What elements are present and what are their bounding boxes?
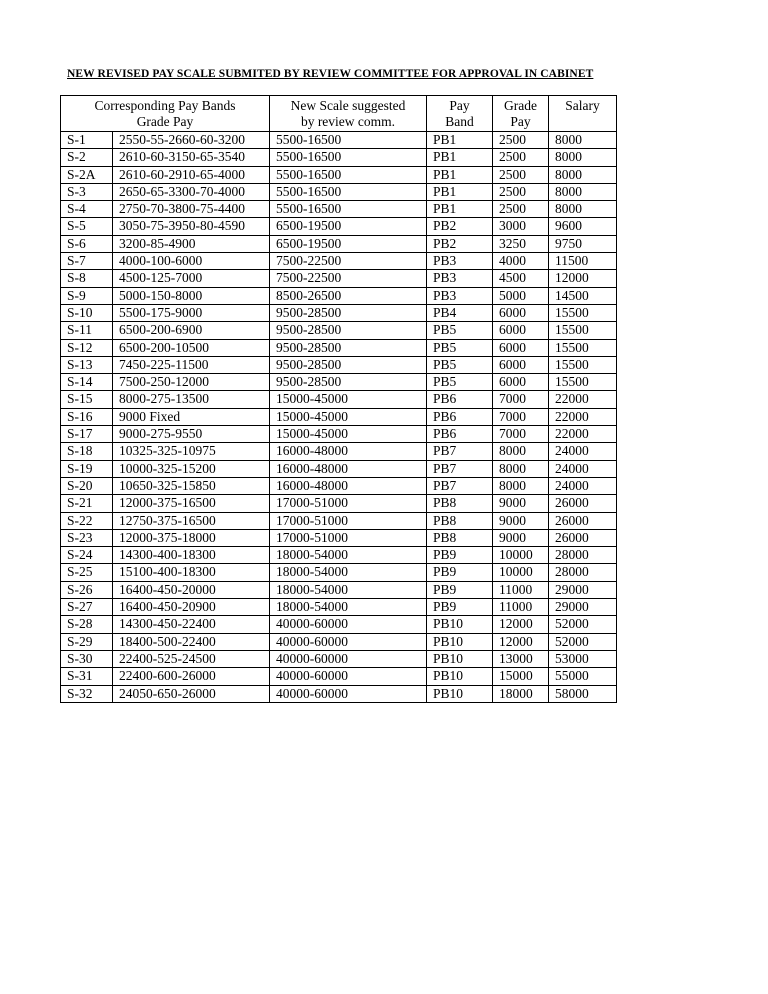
- cell-grade-pay: 7000: [493, 391, 549, 408]
- cell-salary: 53000: [549, 650, 617, 667]
- table-row: [61, 495, 617, 512]
- cell-old-scale: 5000-150-8000: [113, 287, 270, 304]
- table-row: [61, 581, 617, 598]
- cell-pay-band: PB3: [427, 270, 493, 287]
- table-row: [61, 460, 617, 477]
- cell-old-scale: 4000-100-6000: [113, 253, 270, 270]
- cell-grade-pay: 5000: [493, 287, 549, 304]
- cell-salary: 22000: [549, 408, 617, 425]
- cell-grade-pay: 9000: [493, 495, 549, 512]
- cell-new-scale: 7500-22500: [270, 270, 427, 287]
- cell-new-scale: 6500-19500: [270, 218, 427, 235]
- cell-new-scale: 5500-16500: [270, 166, 427, 183]
- cell-new-scale: 9500-28500: [270, 374, 427, 391]
- table-row: [61, 443, 617, 460]
- header-new-scale-line1: New Scale suggested: [290, 98, 406, 113]
- header-pay-band: [427, 96, 493, 132]
- cell-old-scale: 8000-275-13500: [113, 391, 270, 408]
- cell-grade-pay: 2500: [493, 201, 549, 218]
- cell-salary: 26000: [549, 495, 617, 512]
- cell-code: S-24: [61, 547, 113, 564]
- cell-old-scale: 2610-60-3150-65-3540: [113, 149, 270, 166]
- cell-old-scale: 7500-250-12000: [113, 374, 270, 391]
- cell-new-scale: 40000-60000: [270, 668, 427, 685]
- cell-code: S-28: [61, 616, 113, 633]
- cell-grade-pay: 6000: [493, 304, 549, 321]
- cell-grade-pay: 10000: [493, 564, 549, 581]
- cell-pay-band: PB7: [427, 460, 493, 477]
- cell-new-scale: 9500-28500: [270, 339, 427, 356]
- cell-code: S-19: [61, 460, 113, 477]
- cell-old-scale: 7450-225-11500: [113, 356, 270, 373]
- header-pay-band-line1: Pay: [449, 98, 470, 113]
- cell-code: S-2: [61, 149, 113, 166]
- cell-new-scale: 9500-28500: [270, 322, 427, 339]
- cell-salary: 28000: [549, 564, 617, 581]
- cell-old-scale: 10000-325-15200: [113, 460, 270, 477]
- table-row: [61, 512, 617, 529]
- cell-salary: 15500: [549, 304, 617, 321]
- cell-old-scale: 22400-600-26000: [113, 668, 270, 685]
- cell-pay-band: PB9: [427, 564, 493, 581]
- cell-grade-pay: 6000: [493, 322, 549, 339]
- cell-salary: 22000: [549, 391, 617, 408]
- table-row: [61, 477, 617, 494]
- cell-new-scale: 18000-54000: [270, 599, 427, 616]
- cell-code: S-25: [61, 564, 113, 581]
- header-pay-band-line2: Band: [445, 114, 474, 129]
- cell-old-scale: 14300-450-22400: [113, 616, 270, 633]
- cell-code: S-11: [61, 322, 113, 339]
- cell-grade-pay: 6000: [493, 374, 549, 391]
- table-row: [61, 287, 617, 304]
- cell-salary: 15500: [549, 322, 617, 339]
- cell-old-scale: 22400-525-24500: [113, 650, 270, 667]
- header-grade-pay: [493, 96, 549, 132]
- cell-old-scale: 16400-450-20000: [113, 581, 270, 598]
- cell-new-scale: 40000-60000: [270, 650, 427, 667]
- cell-old-scale: 12000-375-16500: [113, 495, 270, 512]
- cell-salary: 8000: [549, 183, 617, 200]
- cell-pay-band: PB10: [427, 633, 493, 650]
- cell-code: S-18: [61, 443, 113, 460]
- header-new-scale: [270, 96, 427, 132]
- table-row: [61, 304, 617, 321]
- header-corresponding-line1: Corresponding Pay Bands: [94, 98, 236, 113]
- cell-old-scale: 9000 Fixed: [113, 408, 270, 425]
- cell-pay-band: PB8: [427, 495, 493, 512]
- cell-pay-band: PB5: [427, 339, 493, 356]
- cell-grade-pay: 4500: [493, 270, 549, 287]
- table-row: [61, 391, 617, 408]
- cell-grade-pay: 9000: [493, 529, 549, 546]
- cell-code: S-30: [61, 650, 113, 667]
- table-row: [61, 166, 617, 183]
- cell-grade-pay: 13000: [493, 650, 549, 667]
- cell-new-scale: 16000-48000: [270, 477, 427, 494]
- cell-old-scale: 24050-650-26000: [113, 685, 270, 702]
- cell-grade-pay: 6000: [493, 339, 549, 356]
- table-row: [61, 322, 617, 339]
- cell-pay-band: PB2: [427, 235, 493, 252]
- table-row: [61, 633, 617, 650]
- cell-new-scale: 40000-60000: [270, 685, 427, 702]
- cell-grade-pay: 6000: [493, 356, 549, 373]
- cell-grade-pay: 9000: [493, 512, 549, 529]
- cell-code: S-22: [61, 512, 113, 529]
- table-row: [61, 339, 617, 356]
- cell-pay-band: PB6: [427, 426, 493, 443]
- table-row: [61, 183, 617, 200]
- cell-grade-pay: 11000: [493, 581, 549, 598]
- cell-salary: 8000: [549, 201, 617, 218]
- cell-salary: 52000: [549, 633, 617, 650]
- cell-old-scale: 2610-60-2910-65-4000: [113, 166, 270, 183]
- cell-salary: 8000: [549, 132, 617, 149]
- cell-pay-band: PB1: [427, 183, 493, 200]
- cell-pay-band: PB10: [427, 668, 493, 685]
- cell-new-scale: 5500-16500: [270, 183, 427, 200]
- cell-code: S-1: [61, 132, 113, 149]
- cell-old-scale: 3200-85-4900: [113, 235, 270, 252]
- cell-pay-band: PB3: [427, 253, 493, 270]
- cell-old-scale: 12750-375-16500: [113, 512, 270, 529]
- cell-old-scale: 3050-75-3950-80-4590: [113, 218, 270, 235]
- cell-grade-pay: 2500: [493, 183, 549, 200]
- cell-grade-pay: 12000: [493, 633, 549, 650]
- cell-grade-pay: 7000: [493, 408, 549, 425]
- cell-pay-band: PB6: [427, 391, 493, 408]
- cell-new-scale: 5500-16500: [270, 132, 427, 149]
- header-grade-pay-line2: Pay: [510, 114, 531, 129]
- cell-new-scale: 17000-51000: [270, 512, 427, 529]
- table-row: [61, 685, 617, 702]
- cell-new-scale: 9500-28500: [270, 304, 427, 321]
- cell-code: S-14: [61, 374, 113, 391]
- cell-new-scale: 18000-54000: [270, 547, 427, 564]
- cell-pay-band: PB1: [427, 149, 493, 166]
- cell-salary: 24000: [549, 443, 617, 460]
- cell-pay-band: PB5: [427, 322, 493, 339]
- cell-salary: 29000: [549, 581, 617, 598]
- cell-salary: 29000: [549, 599, 617, 616]
- table-row: [61, 218, 617, 235]
- cell-new-scale: 18000-54000: [270, 564, 427, 581]
- cell-pay-band: PB3: [427, 287, 493, 304]
- cell-old-scale: 10650-325-15850: [113, 477, 270, 494]
- cell-salary: 9750: [549, 235, 617, 252]
- cell-new-scale: 17000-51000: [270, 529, 427, 546]
- cell-code: S-21: [61, 495, 113, 512]
- table-row: [61, 408, 617, 425]
- cell-code: S-9: [61, 287, 113, 304]
- cell-pay-band: PB9: [427, 581, 493, 598]
- cell-new-scale: 8500-26500: [270, 287, 427, 304]
- cell-salary: 9600: [549, 218, 617, 235]
- cell-new-scale: 15000-45000: [270, 426, 427, 443]
- cell-salary: 24000: [549, 460, 617, 477]
- cell-old-scale: 2750-70-3800-75-4400: [113, 201, 270, 218]
- table-row: [61, 356, 617, 373]
- table-header-row: [61, 96, 617, 132]
- cell-salary: 22000: [549, 426, 617, 443]
- table-row: [61, 132, 617, 149]
- cell-code: S-27: [61, 599, 113, 616]
- cell-old-scale: 9000-275-9550: [113, 426, 270, 443]
- cell-code: S-23: [61, 529, 113, 546]
- header-corresponding-line2: Grade Pay: [136, 114, 194, 129]
- cell-new-scale: 15000-45000: [270, 408, 427, 425]
- cell-pay-band: PB9: [427, 599, 493, 616]
- cell-code: S-31: [61, 668, 113, 685]
- cell-salary: 15500: [549, 339, 617, 356]
- table-row: [61, 668, 617, 685]
- cell-salary: 26000: [549, 529, 617, 546]
- cell-pay-band: PB10: [427, 650, 493, 667]
- cell-new-scale: 40000-60000: [270, 633, 427, 650]
- cell-salary: 28000: [549, 547, 617, 564]
- cell-code: S-17: [61, 426, 113, 443]
- cell-code: S-2A: [61, 166, 113, 183]
- cell-pay-band: PB1: [427, 201, 493, 218]
- cell-grade-pay: 10000: [493, 547, 549, 564]
- cell-grade-pay: 15000: [493, 668, 549, 685]
- cell-grade-pay: 4000: [493, 253, 549, 270]
- cell-new-scale: 7500-22500: [270, 253, 427, 270]
- cell-pay-band: PB4: [427, 304, 493, 321]
- table-row: [61, 529, 617, 546]
- cell-old-scale: 2550-55-2660-60-3200: [113, 132, 270, 149]
- table-row: [61, 547, 617, 564]
- cell-old-scale: 2650-65-3300-70-4000: [113, 183, 270, 200]
- header-grade-pay-line1: Grade: [504, 98, 537, 113]
- table-row: [61, 201, 617, 218]
- cell-code: S-4: [61, 201, 113, 218]
- table-row: [61, 650, 617, 667]
- table-row: [61, 564, 617, 581]
- cell-salary: 15500: [549, 374, 617, 391]
- cell-code: S-13: [61, 356, 113, 373]
- table-row: [61, 599, 617, 616]
- cell-code: S-15: [61, 391, 113, 408]
- cell-grade-pay: 18000: [493, 685, 549, 702]
- cell-pay-band: PB7: [427, 477, 493, 494]
- table-row: [61, 253, 617, 270]
- cell-salary: 8000: [549, 149, 617, 166]
- cell-old-scale: 16400-450-20900: [113, 599, 270, 616]
- cell-grade-pay: 2500: [493, 149, 549, 166]
- table-row: [61, 270, 617, 287]
- cell-code: S-29: [61, 633, 113, 650]
- cell-new-scale: 16000-48000: [270, 460, 427, 477]
- cell-pay-band: PB5: [427, 356, 493, 373]
- cell-new-scale: 5500-16500: [270, 149, 427, 166]
- cell-new-scale: 18000-54000: [270, 581, 427, 598]
- header-corresponding-pay-bands: [61, 96, 270, 132]
- cell-pay-band: PB7: [427, 443, 493, 460]
- cell-salary: 15500: [549, 356, 617, 373]
- cell-grade-pay: 3250: [493, 235, 549, 252]
- cell-salary: 26000: [549, 512, 617, 529]
- cell-old-scale: 14300-400-18300: [113, 547, 270, 564]
- cell-old-scale: 18400-500-22400: [113, 633, 270, 650]
- cell-salary: 12000: [549, 270, 617, 287]
- table-row: [61, 374, 617, 391]
- cell-salary: 8000: [549, 166, 617, 183]
- header-salary-label: Salary: [565, 98, 600, 113]
- cell-new-scale: 15000-45000: [270, 391, 427, 408]
- cell-old-scale: 15100-400-18300: [113, 564, 270, 581]
- cell-pay-band: PB8: [427, 529, 493, 546]
- cell-pay-band: PB1: [427, 166, 493, 183]
- cell-salary: 24000: [549, 477, 617, 494]
- cell-grade-pay: 2500: [493, 166, 549, 183]
- cell-grade-pay: 12000: [493, 616, 549, 633]
- cell-old-scale: 6500-200-10500: [113, 339, 270, 356]
- cell-code: S-8: [61, 270, 113, 287]
- cell-pay-band: PB5: [427, 374, 493, 391]
- cell-grade-pay: 2500: [493, 132, 549, 149]
- cell-old-scale: 4500-125-7000: [113, 270, 270, 287]
- cell-pay-band: PB9: [427, 547, 493, 564]
- cell-salary: 52000: [549, 616, 617, 633]
- table-row: [61, 426, 617, 443]
- cell-grade-pay: 7000: [493, 426, 549, 443]
- cell-pay-band: PB2: [427, 218, 493, 235]
- cell-new-scale: 6500-19500: [270, 235, 427, 252]
- cell-new-scale: 17000-51000: [270, 495, 427, 512]
- table-row: [61, 616, 617, 633]
- header-new-scale-line2: by review comm.: [300, 114, 396, 129]
- table-body: [61, 132, 617, 703]
- table-row: [61, 149, 617, 166]
- cell-code: S-7: [61, 253, 113, 270]
- cell-code: S-5: [61, 218, 113, 235]
- cell-code: S-16: [61, 408, 113, 425]
- cell-code: S-26: [61, 581, 113, 598]
- cell-pay-band: PB10: [427, 616, 493, 633]
- cell-old-scale: 5500-175-9000: [113, 304, 270, 321]
- header-salary: [549, 96, 617, 132]
- cell-new-scale: 40000-60000: [270, 616, 427, 633]
- cell-old-scale: 10325-325-10975: [113, 443, 270, 460]
- cell-grade-pay: 8000: [493, 443, 549, 460]
- cell-grade-pay: 11000: [493, 599, 549, 616]
- cell-code: S-32: [61, 685, 113, 702]
- pay-scale-table: [60, 95, 617, 703]
- cell-old-scale: 12000-375-18000: [113, 529, 270, 546]
- cell-salary: 14500: [549, 287, 617, 304]
- cell-old-scale: 6500-200-6900: [113, 322, 270, 339]
- cell-pay-band: PB1: [427, 132, 493, 149]
- cell-code: S-20: [61, 477, 113, 494]
- table-row: [61, 235, 617, 252]
- document-title: NEW REVISED PAY SCALE SUBMITED BY REVIEW COMMITTEE FOR APPROVAL IN CABINET: [67, 68, 594, 80]
- cell-salary: 58000: [549, 685, 617, 702]
- cell-code: S-12: [61, 339, 113, 356]
- cell-pay-band: PB6: [427, 408, 493, 425]
- cell-new-scale: 9500-28500: [270, 356, 427, 373]
- cell-code: S-10: [61, 304, 113, 321]
- cell-grade-pay: 8000: [493, 460, 549, 477]
- cell-salary: 11500: [549, 253, 617, 270]
- cell-new-scale: 5500-16500: [270, 201, 427, 218]
- cell-pay-band: PB10: [427, 685, 493, 702]
- cell-pay-band: PB8: [427, 512, 493, 529]
- cell-salary: 55000: [549, 668, 617, 685]
- cell-code: S-3: [61, 183, 113, 200]
- cell-grade-pay: 8000: [493, 477, 549, 494]
- cell-code: S-6: [61, 235, 113, 252]
- cell-new-scale: 16000-48000: [270, 443, 427, 460]
- cell-grade-pay: 3000: [493, 218, 549, 235]
